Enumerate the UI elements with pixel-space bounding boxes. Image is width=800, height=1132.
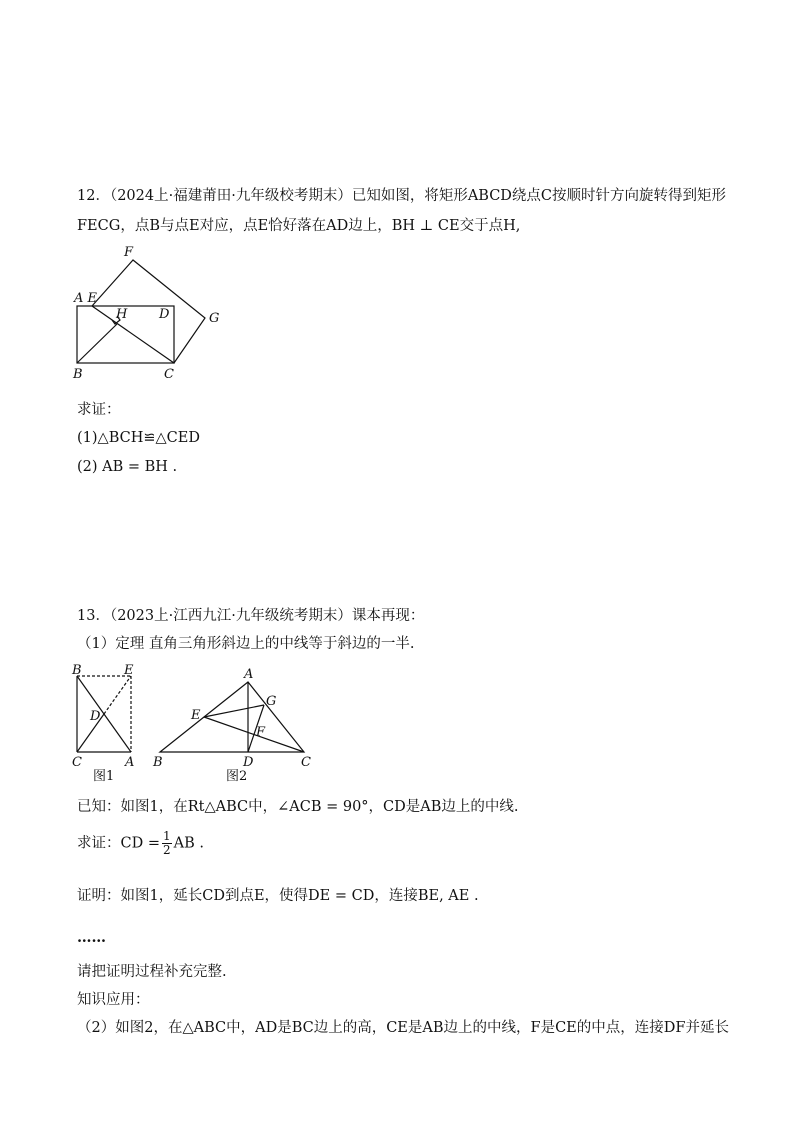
fig1-caption: 图1 bbox=[93, 769, 115, 784]
fig1-label-c: C bbox=[72, 755, 82, 770]
fraction-denominator: 2 bbox=[162, 843, 171, 857]
fraction-one-half bbox=[162, 830, 172, 857]
label-h: H bbox=[116, 307, 128, 322]
label-f: F bbox=[124, 245, 134, 260]
q13-part2-line: （2）如图2，在△ABC中，AD是BC边上的高，CE是AB边上的中线，F是CE的中点，连接DF并延长 bbox=[77, 1020, 729, 1036]
fig2-label-e: E bbox=[191, 708, 201, 723]
q12-statement-line2: FECG，点B与点E对应，点E恰好落在AD边上，BH ⊥ CE交于点H, bbox=[77, 218, 521, 234]
q13-statement-line1: 13．（2023上·江西九江·九年级统考期末）课本再现： bbox=[77, 608, 425, 624]
q12-prove-heading: 求证： bbox=[77, 402, 121, 418]
fig2-label-d: D bbox=[243, 755, 254, 770]
fig2-label-a: A bbox=[244, 667, 254, 682]
label-d: D bbox=[159, 307, 170, 322]
fig2-label-c: C bbox=[301, 755, 311, 770]
q13-figure2 bbox=[148, 665, 323, 785]
fig1-label-e: E bbox=[124, 663, 134, 678]
fig1-label-a: A bbox=[125, 755, 135, 770]
q13-prove-suffix: AB . bbox=[173, 835, 204, 852]
fig2-caption: 图2 bbox=[226, 769, 248, 784]
q12-prove-part1: (1)△BCH≌△CED bbox=[77, 430, 200, 446]
q12-figure bbox=[70, 240, 250, 385]
q12-prove-part2: (2) AB = BH . bbox=[77, 459, 178, 475]
q13-complete-instruction: 请把证明过程补充完整. bbox=[77, 964, 227, 980]
rect-fecg bbox=[92, 260, 205, 363]
fig1-label-b: B bbox=[72, 663, 82, 678]
fig2-label-g: G bbox=[266, 694, 277, 709]
label-c: C bbox=[164, 367, 174, 382]
q13-theorem-line: （1）定理 直角三角形斜边上的中线等于斜边的一半. bbox=[77, 636, 415, 652]
segment-bh bbox=[77, 324, 117, 363]
fig2-label-f: F bbox=[256, 725, 266, 740]
q13-ellipsis: …… bbox=[77, 929, 106, 946]
q13-apply-heading: 知识应用： bbox=[77, 992, 150, 1008]
q13-prove-prefix: 求证：CD = bbox=[77, 835, 160, 852]
q13-figure1 bbox=[68, 660, 146, 785]
q13-prove-line bbox=[77, 830, 204, 857]
q13-known-line: 已知：如图1，在Rt△ABC中，∠ACB = 90°，CD是AB边上的中线. bbox=[77, 799, 519, 815]
fig1-label-d: D bbox=[90, 709, 101, 724]
q13-proof-line: 证明：如图1，延长CD到点E，使得DE = CD，连接BE, AE . bbox=[77, 888, 479, 904]
fraction-numerator: 1 bbox=[162, 829, 171, 843]
q12-statement-line1: 12．（2024上·福建莆田·九年级校考期末）已知如图，将矩形ABCD绕点C按顺时针方向旋转得到矩形 bbox=[77, 188, 727, 204]
label-b: B bbox=[73, 367, 83, 382]
label-ae: A E bbox=[74, 291, 98, 306]
fig2-label-b: B bbox=[153, 755, 163, 770]
label-g: G bbox=[209, 311, 220, 326]
